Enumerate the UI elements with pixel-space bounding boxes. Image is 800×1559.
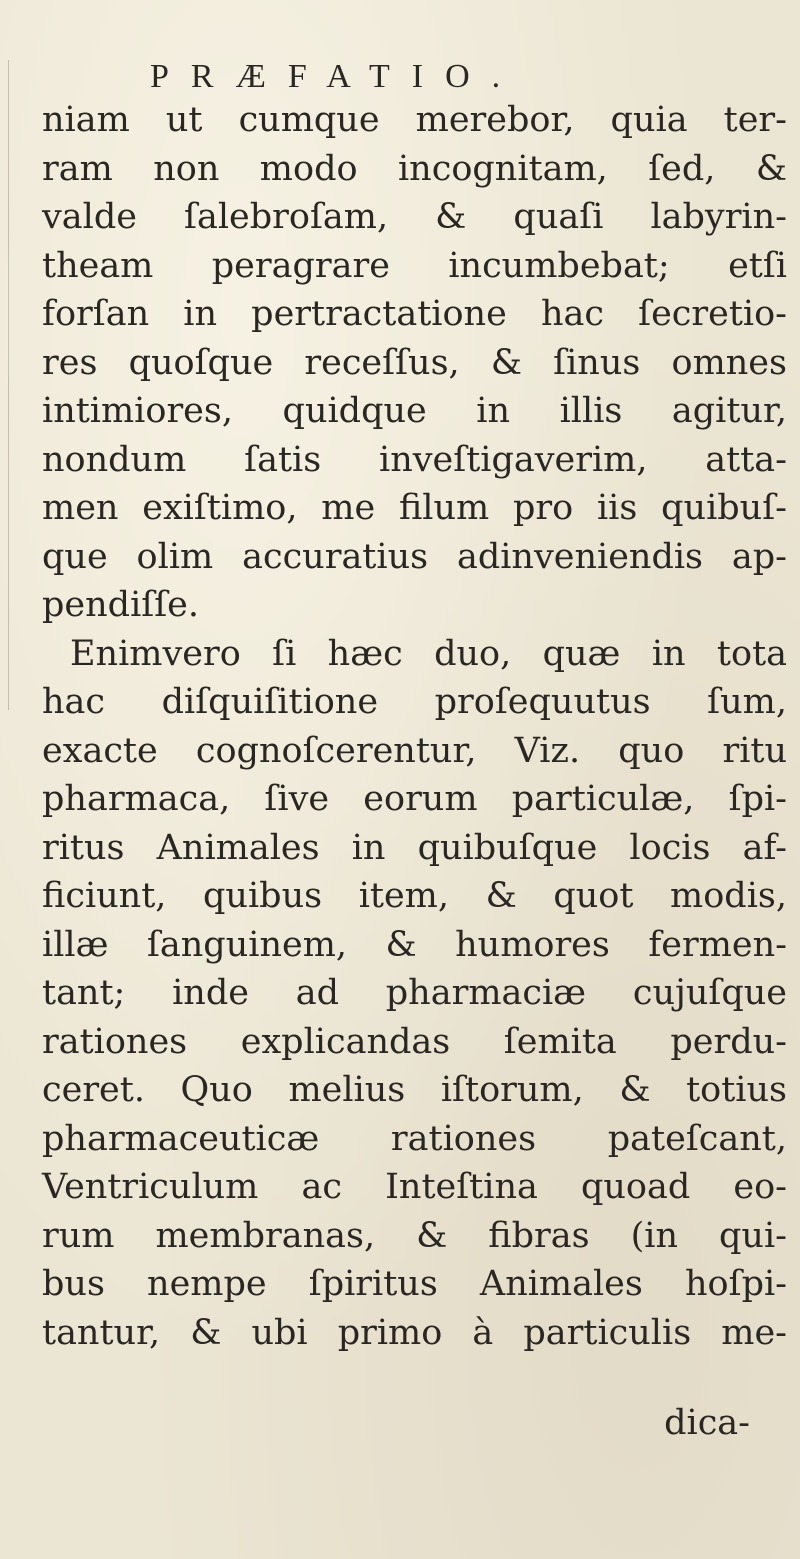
text-line: forſan in pertractatione hac ſecretio- — [42, 294, 787, 334]
text-line: ceret. Quo melius iſtorum, & totius — [42, 1070, 787, 1110]
text-line: exacte cognoſcerentur, Viz. quo ritu — [42, 730, 787, 771]
catchword: dica- — [664, 1403, 750, 1443]
text-line: pharmaca, ſive eorum particulæ, ſpi- — [42, 779, 787, 819]
text-block — [42, 96, 787, 1357]
text-line: theam peragrare incumbebat; etſi — [42, 245, 787, 286]
text-line: valde ſalebroſam, & quaſi labyrin- — [42, 197, 787, 237]
text-line: que olim accuratius adinveniendis ap- — [42, 536, 787, 577]
text-line: rum membranas, & fibras (in qui- — [42, 1215, 787, 1256]
text-line: nondum ſatis inveſtigaverim, atta- — [42, 439, 787, 480]
text-line: ritus Animales in quibuſque locis af- — [42, 827, 787, 868]
text-line: ficiunt, quibus item, & quot modis, — [42, 876, 787, 916]
text-line: tant; inde ad pharmaciæ cujuſque — [42, 973, 787, 1013]
text-line: pendiſſe. — [42, 585, 200, 625]
paragraph-start-line: Enimvero ſi hæc duo, quæ in tota — [70, 633, 787, 674]
text-line: Ventriculum ac Inteſtina quoad eo- — [42, 1167, 787, 1207]
text-line: rationes explicandas ſemita perdu- — [42, 1021, 787, 1062]
text-line: res quoſque receſſus, & ſinus omnes — [42, 342, 787, 383]
text-line: tantur, & ubi primo à particulis me- — [42, 1312, 787, 1353]
running-head: PRÆFATIO. — [150, 58, 523, 95]
text-line: niam ut cumque merebor, quia ter- — [42, 100, 787, 140]
text-line: hac diſquiſitione proſequutus ſum, — [42, 682, 787, 722]
text-line: ram non modo incognitam, ſed, & — [42, 148, 787, 189]
text-line: intimiores, quidque in illis agitur, — [42, 391, 787, 431]
text-line: bus nempe ſpiritus Animales hoſpi- — [42, 1264, 787, 1304]
text-line: men exiſtimo, me filum pro iis quibuſ- — [42, 488, 787, 528]
gutter-shadow — [8, 60, 9, 710]
text-line: pharmaceuticæ rationes pateſcant, — [42, 1118, 787, 1159]
text-line: illæ ſanguinem, & humores fermen- — [42, 924, 787, 965]
